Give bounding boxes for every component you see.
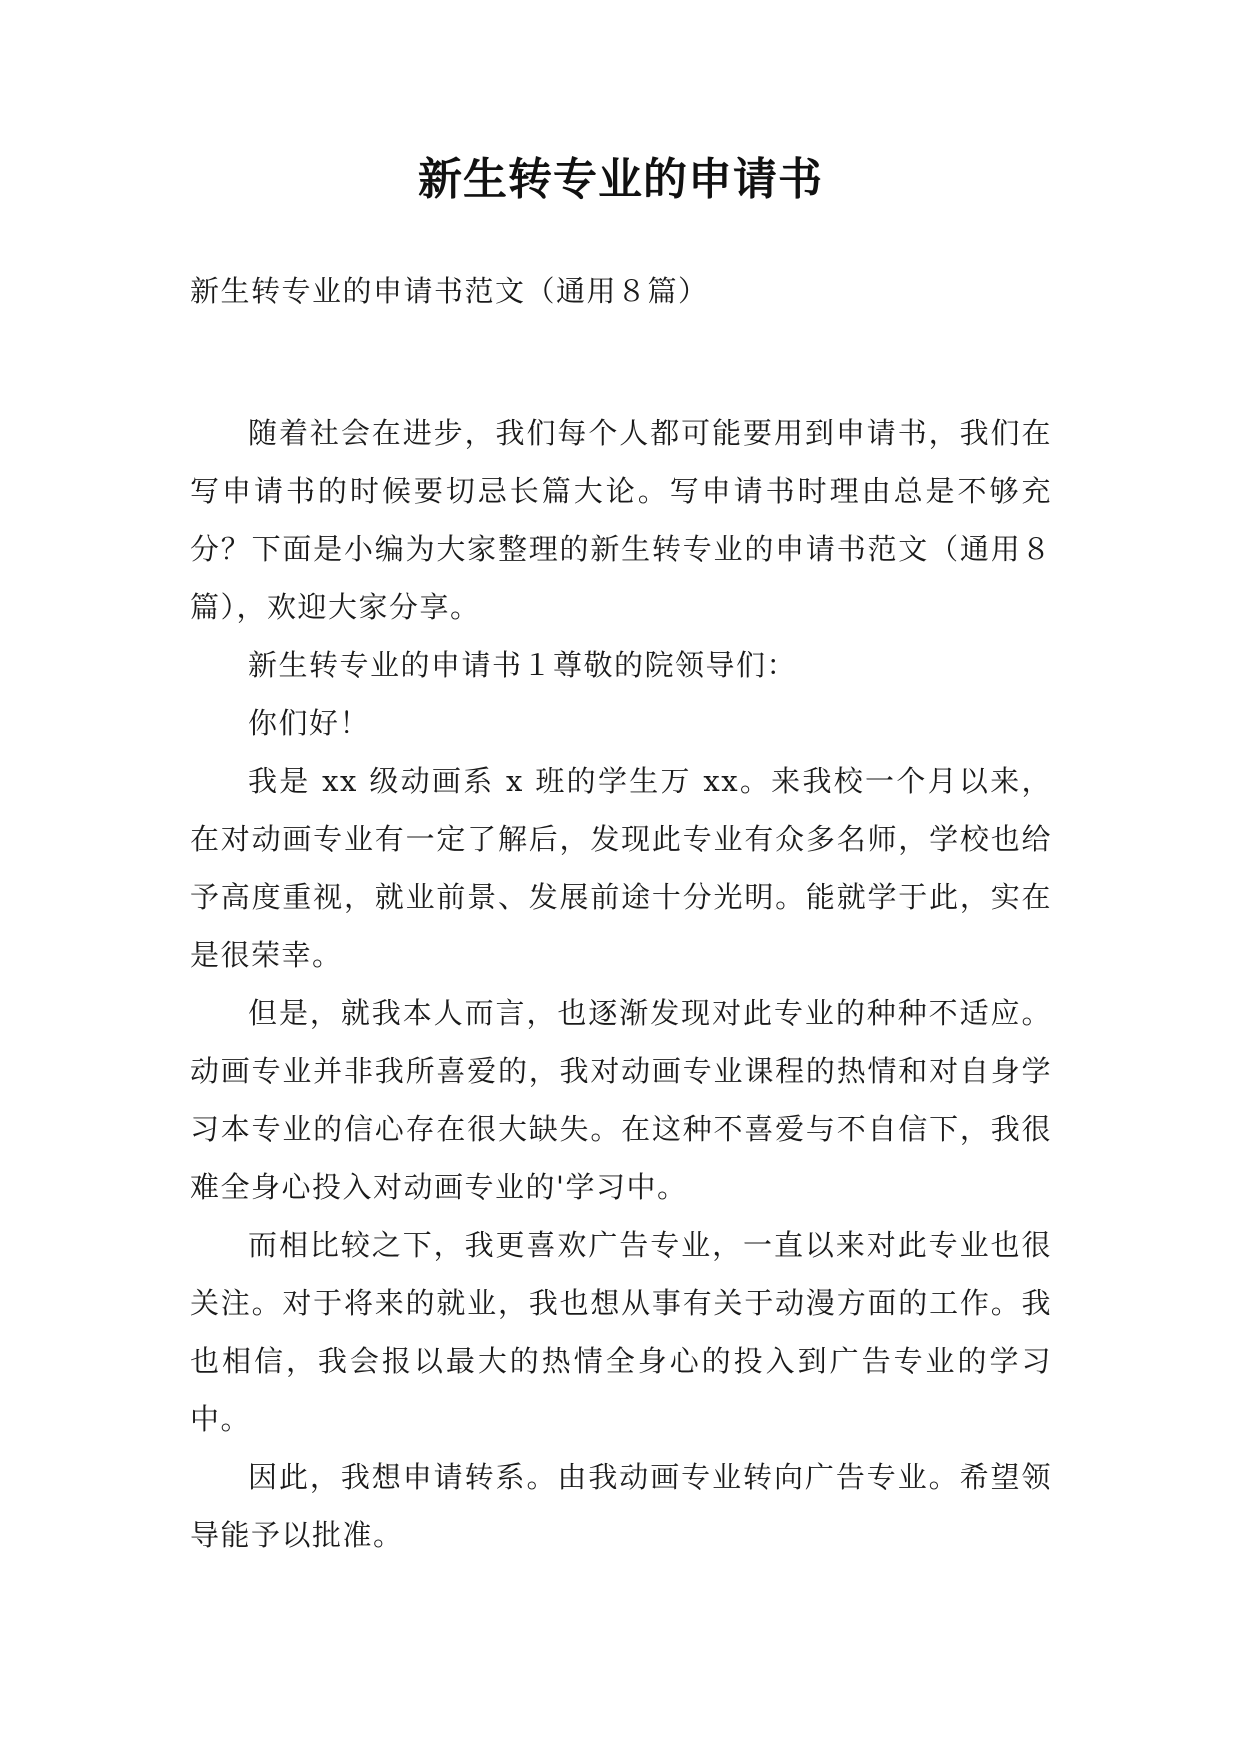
document-subtitle: 新生转专业的申请书范文（通用８篇） xyxy=(190,274,709,308)
document-body xyxy=(190,404,1052,1564)
paragraph-preference: 而相比较之下，我更喜欢广告专业，一直以来对此专业也很关注。对于将来的就业，我也想从事有关于动漫方面的工作。我也相信，我会报以最大的热情全身心的投入到广告专业的学习中。 xyxy=(190,1228,1052,1436)
paragraph-request: 因此，我想申请转系。由我动画专业转向广告专业。希望领导能予以批准。 xyxy=(190,1460,1052,1552)
paragraph-salutation: 新生转专业的申请书１尊敬的院领导们： xyxy=(248,648,798,682)
paragraph-greeting: 你们好！ xyxy=(248,706,371,740)
document-title: 新生转专业的申请书 xyxy=(418,154,823,205)
paragraph-self-intro: 我是 xx 级动画系 x 班的学生万 xx。来我校一个月以来，在对动画专业有一定了解后，发现此专业有众多名师，学校也给予高度重视，就业前景、发展前途十分光明。能就学于此，实在是很荣幸。 xyxy=(190,764,1052,972)
paragraph-reason: 但是，就我本人而言，也逐渐发现对此专业的种种不适应。动画专业并非我所喜爱的，我对动画专业课程的热情和对自身学习本专业的信心存在很大缺失。在这种不喜爱与不自信下，我很难全身心投入对动画专业的'学习中。 xyxy=(190,996,1052,1204)
paragraph-intro: 随着社会在进步，我们每个人都可能要用到申请书，我们在写申请书的时候要切忌长篇大论。写申请书时理由总是不够充分？下面是小编为大家整理的新生转专业的申请书范文（通用８篇），欢迎大家分享。 xyxy=(190,416,1052,624)
